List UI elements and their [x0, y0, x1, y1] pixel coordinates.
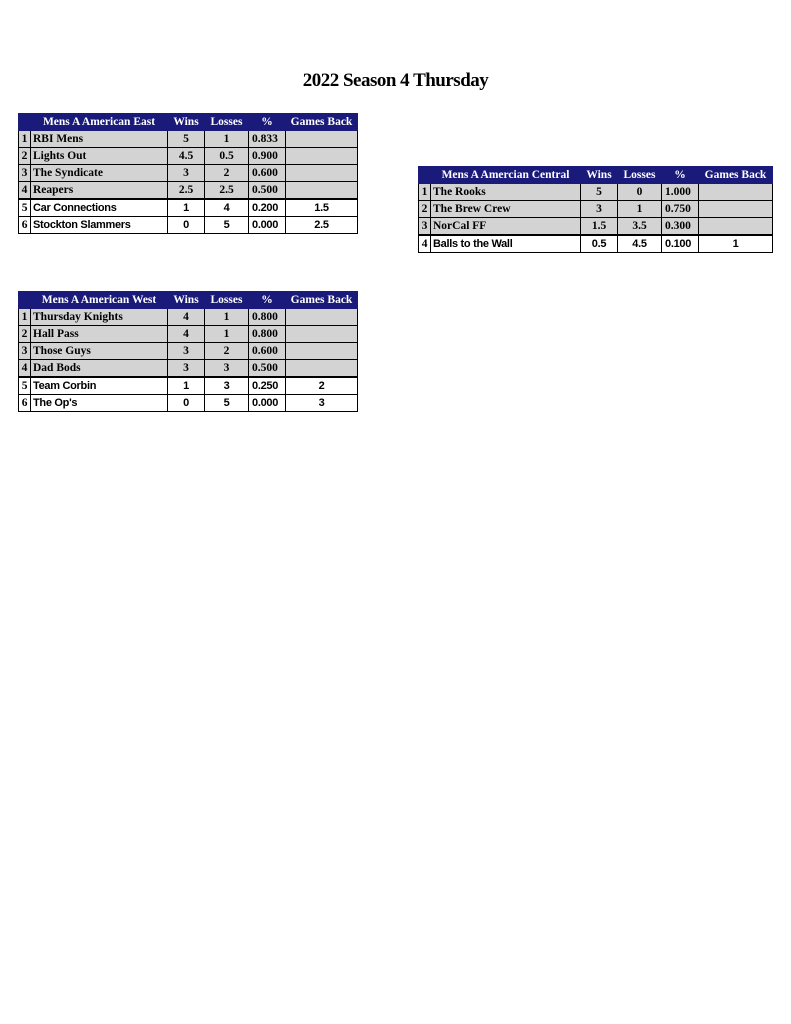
wins-cell: 3: [168, 360, 205, 378]
pct-cell: 0.100: [662, 235, 699, 253]
losses-cell: 3: [205, 360, 249, 378]
pct-header: %: [249, 114, 286, 131]
losses-cell: 5: [205, 217, 249, 234]
wins-cell: 4: [168, 309, 205, 326]
games-back-cell: [286, 131, 358, 148]
losses-cell: 3: [205, 377, 249, 395]
table-row: [19, 309, 358, 326]
rank-cell: 5: [19, 199, 31, 217]
losses-header: Losses: [205, 114, 249, 131]
team-cell: Those Guys: [31, 343, 168, 360]
rank-header: [419, 167, 431, 184]
wins-cell: 4: [168, 326, 205, 343]
losses-cell: 2: [205, 343, 249, 360]
team-cell: The Op's: [31, 395, 168, 412]
division-name: Mens A American West: [31, 292, 168, 309]
page-title: 2022 Season 4 Thursday: [302, 70, 489, 91]
wins-cell: 0: [168, 217, 205, 234]
losses-cell: 1: [618, 201, 662, 218]
rank-cell: 6: [19, 217, 31, 234]
games-back-cell: [286, 182, 358, 200]
rank-cell: 2: [19, 326, 31, 343]
standings-table-central: [418, 166, 773, 253]
losses-cell: 4.5: [618, 235, 662, 253]
games-back-cell: [286, 148, 358, 165]
rank-cell: 2: [19, 148, 31, 165]
games-back-cell: [699, 218, 773, 236]
table-header: [419, 167, 773, 184]
table-row: [419, 218, 773, 236]
wins-cell: 0: [168, 395, 205, 412]
pct-cell: 0.600: [249, 165, 286, 182]
team-cell: The Brew Crew: [431, 201, 581, 218]
wins-cell: 4.5: [168, 148, 205, 165]
games-back-cell: [286, 343, 358, 360]
rank-cell: 5: [19, 377, 31, 395]
games-back-cell: 1.5: [286, 199, 358, 217]
games-back-cell: 2: [286, 377, 358, 395]
table-row: [19, 326, 358, 343]
wins-cell: 2.5: [168, 182, 205, 200]
table-header: [19, 114, 358, 131]
table-row: [19, 165, 358, 182]
team-cell: NorCal FF: [431, 218, 581, 236]
games-back-cell: 1: [699, 235, 773, 253]
wins-header: Wins: [168, 114, 205, 131]
rank-cell: 3: [19, 165, 31, 182]
team-cell: Reapers: [31, 182, 168, 200]
losses-cell: 2.5: [205, 182, 249, 200]
wins-cell: 1: [168, 377, 205, 395]
rank-header: [19, 292, 31, 309]
losses-cell: 5: [205, 395, 249, 412]
table-row: [19, 377, 358, 395]
games-back-cell: [286, 360, 358, 378]
table-row: [419, 184, 773, 201]
losses-cell: 0: [618, 184, 662, 201]
wins-cell: 0.5: [581, 235, 618, 253]
games-back-cell: [286, 165, 358, 182]
pct-cell: 0.250: [249, 377, 286, 395]
pct-cell: 0.800: [249, 326, 286, 343]
games-back-header: Games Back: [286, 292, 358, 309]
losses-cell: 1: [205, 309, 249, 326]
pct-cell: 0.833: [249, 131, 286, 148]
games-back-cell: [286, 309, 358, 326]
losses-cell: 3.5: [618, 218, 662, 236]
wins-cell: 3: [168, 343, 205, 360]
pct-cell: 0.800: [249, 309, 286, 326]
wins-cell: 3: [168, 165, 205, 182]
rank-cell: 3: [419, 218, 431, 236]
games-back-cell: [286, 326, 358, 343]
division-name: Mens A American East: [31, 114, 168, 131]
team-cell: Hall Pass: [31, 326, 168, 343]
wins-header: Wins: [581, 167, 618, 184]
games-back-header: Games Back: [286, 114, 358, 131]
rank-cell: 6: [19, 395, 31, 412]
table-row: [419, 201, 773, 218]
table-row: [19, 182, 358, 200]
table-row: [19, 343, 358, 360]
losses-cell: 0.5: [205, 148, 249, 165]
pct-cell: 0.750: [662, 201, 699, 218]
table-row: [19, 217, 358, 234]
games-back-cell: [699, 201, 773, 218]
table-row: [19, 148, 358, 165]
table-row: [19, 360, 358, 378]
table-row: [19, 395, 358, 412]
table-row: [19, 199, 358, 217]
pct-header: %: [662, 167, 699, 184]
rank-header: [19, 114, 31, 131]
pct-cell: 0.000: [249, 217, 286, 234]
team-cell: The Syndicate: [31, 165, 168, 182]
rank-cell: 4: [419, 235, 431, 253]
wins-header: Wins: [168, 292, 205, 309]
wins-cell: 5: [581, 184, 618, 201]
games-back-cell: [699, 184, 773, 201]
games-back-cell: 3: [286, 395, 358, 412]
table-row: [19, 131, 358, 148]
pct-cell: 0.300: [662, 218, 699, 236]
pct-header: %: [249, 292, 286, 309]
team-cell: Balls to the Wall: [431, 235, 581, 253]
losses-header: Losses: [205, 292, 249, 309]
team-cell: Car Connections: [31, 199, 168, 217]
team-cell: Team Corbin: [31, 377, 168, 395]
pct-cell: 0.000: [249, 395, 286, 412]
team-cell: RBI Mens: [31, 131, 168, 148]
rank-cell: 4: [19, 182, 31, 200]
division-name: Mens A Amercian Central: [431, 167, 581, 184]
rank-cell: 3: [19, 343, 31, 360]
pct-cell: 0.500: [249, 360, 286, 378]
pct-cell: 0.200: [249, 199, 286, 217]
table-row: [419, 235, 773, 253]
pct-cell: 0.500: [249, 182, 286, 200]
team-cell: Dad Bods: [31, 360, 168, 378]
team-cell: Lights Out: [31, 148, 168, 165]
games-back-header: Games Back: [699, 167, 773, 184]
games-back-cell: 2.5: [286, 217, 358, 234]
losses-cell: 2: [205, 165, 249, 182]
rank-cell: 1: [19, 131, 31, 148]
team-cell: The Rooks: [431, 184, 581, 201]
rank-cell: 4: [19, 360, 31, 378]
losses-cell: 1: [205, 326, 249, 343]
rank-cell: 1: [419, 184, 431, 201]
rank-cell: 2: [419, 201, 431, 218]
team-cell: Thursday Knights: [31, 309, 168, 326]
wins-cell: 1.5: [581, 218, 618, 236]
wins-cell: 1: [168, 199, 205, 217]
losses-cell: 1: [205, 131, 249, 148]
losses-cell: 4: [205, 199, 249, 217]
standings-table-east: [18, 113, 358, 234]
rank-cell: 1: [19, 309, 31, 326]
pct-cell: 0.600: [249, 343, 286, 360]
standings-table-west: [18, 291, 358, 412]
wins-cell: 5: [168, 131, 205, 148]
table-header: [19, 292, 358, 309]
team-cell: Stockton Slammers: [31, 217, 168, 234]
pct-cell: 0.900: [249, 148, 286, 165]
pct-cell: 1.000: [662, 184, 699, 201]
wins-cell: 3: [581, 201, 618, 218]
losses-header: Losses: [618, 167, 662, 184]
